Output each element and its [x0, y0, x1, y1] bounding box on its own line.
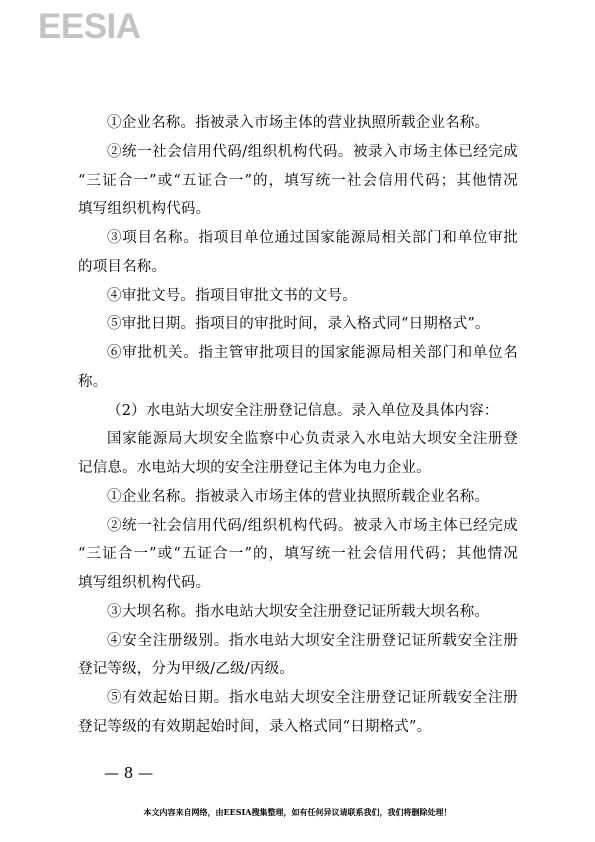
- paragraph-line: 的项目名称。: [78, 258, 167, 275]
- paragraph-line: ⑤有效起始日期。指水电站大坝安全注册登记证所载安全注册: [107, 690, 518, 706]
- paragraph-line: 填写组织机构代码。: [78, 575, 211, 591]
- paragraph-line: “三证合一”或“五证合一”的，填写统一社会信用代码；其他情况: [78, 546, 518, 563]
- paragraph-line: ④审批文号。指项目审批文书的文号。: [107, 287, 357, 304]
- paragraph-valid-start-date: [78, 684, 518, 742]
- paragraph-credit-code: [78, 512, 518, 598]
- paragraph-line: ①企业名称。指被录入市场主体的营业执照所载企业名称。: [107, 115, 490, 131]
- paragraph-line: ④安全注册级别。指水电站大坝安全注册登记证所载安全注册: [107, 632, 518, 649]
- section-heading-dam-registration: [78, 397, 518, 426]
- paragraph-line: ②统一社会信用代码/组织机构代码。被录入市场主体已经完成: [107, 517, 518, 534]
- paragraph-enterprise-name: [78, 109, 518, 138]
- paragraph-line: 登记等级，分为甲级/乙级/丙级。: [78, 661, 294, 678]
- paragraph-registration-level: [78, 627, 518, 685]
- document-body: [78, 109, 518, 742]
- paragraph-line: ⑤审批日期。指项目的审批时间，录入格式同“日期格式”。: [107, 316, 490, 333]
- paragraph-line: 登记等级的有效期起始时间，录入格式同“日期格式”。: [78, 718, 432, 735]
- paragraph-credit-code: [78, 138, 518, 224]
- paragraph-approval-date: [78, 310, 518, 339]
- paragraph-line: （2）水电站大坝安全注册登记信息。录入单位及具体内容：: [107, 402, 499, 419]
- paragraph-line: 国家能源局大坝安全监察中心负责录入水电站大坝安全注册登: [107, 431, 518, 448]
- paragraph-line: “三证合一”或“五证合一”的，填写统一社会信用代码；其他情况: [78, 172, 518, 189]
- paragraph-line: ⑥审批机关。指主管审批项目的国家能源局相关部门和单位名: [107, 345, 518, 361]
- page-number: — 8 —: [104, 764, 154, 782]
- paragraph-line: ①企业名称。指被录入市场主体的营业执照所载企业名称。: [107, 488, 490, 505]
- paragraph-line: 填写组织机构代码。: [78, 201, 211, 218]
- footer-disclaimer: 本文内容来自网络，由EESIA搜集整理，如有任何异议请联系我们，我们将删除处理！: [143, 807, 452, 817]
- paragraph-approval-authority: [78, 339, 518, 397]
- paragraph-project-name: [78, 224, 518, 282]
- paragraph-enterprise-name: [78, 483, 518, 512]
- paragraph-dam-registration-intro: [78, 425, 518, 483]
- paragraph-line: ③大坝名称。指水电站大坝安全注册登记证所载大坝名称。: [107, 603, 490, 620]
- paragraph-dam-name: [78, 598, 518, 627]
- eesia-logo: EESIA: [38, 7, 141, 46]
- paragraph-line: ②统一社会信用代码/组织机构代码。被录入市场主体已经完成: [107, 143, 518, 160]
- paragraph-line: ③项目名称。指项目单位通过国家能源局相关部门和单位审批: [107, 230, 518, 246]
- paragraph-approval-number: [78, 282, 518, 311]
- paragraph-line: 称。: [78, 373, 108, 390]
- paragraph-line: 记信息。水电站大坝的安全注册登记主体为电力企业。: [78, 460, 431, 476]
